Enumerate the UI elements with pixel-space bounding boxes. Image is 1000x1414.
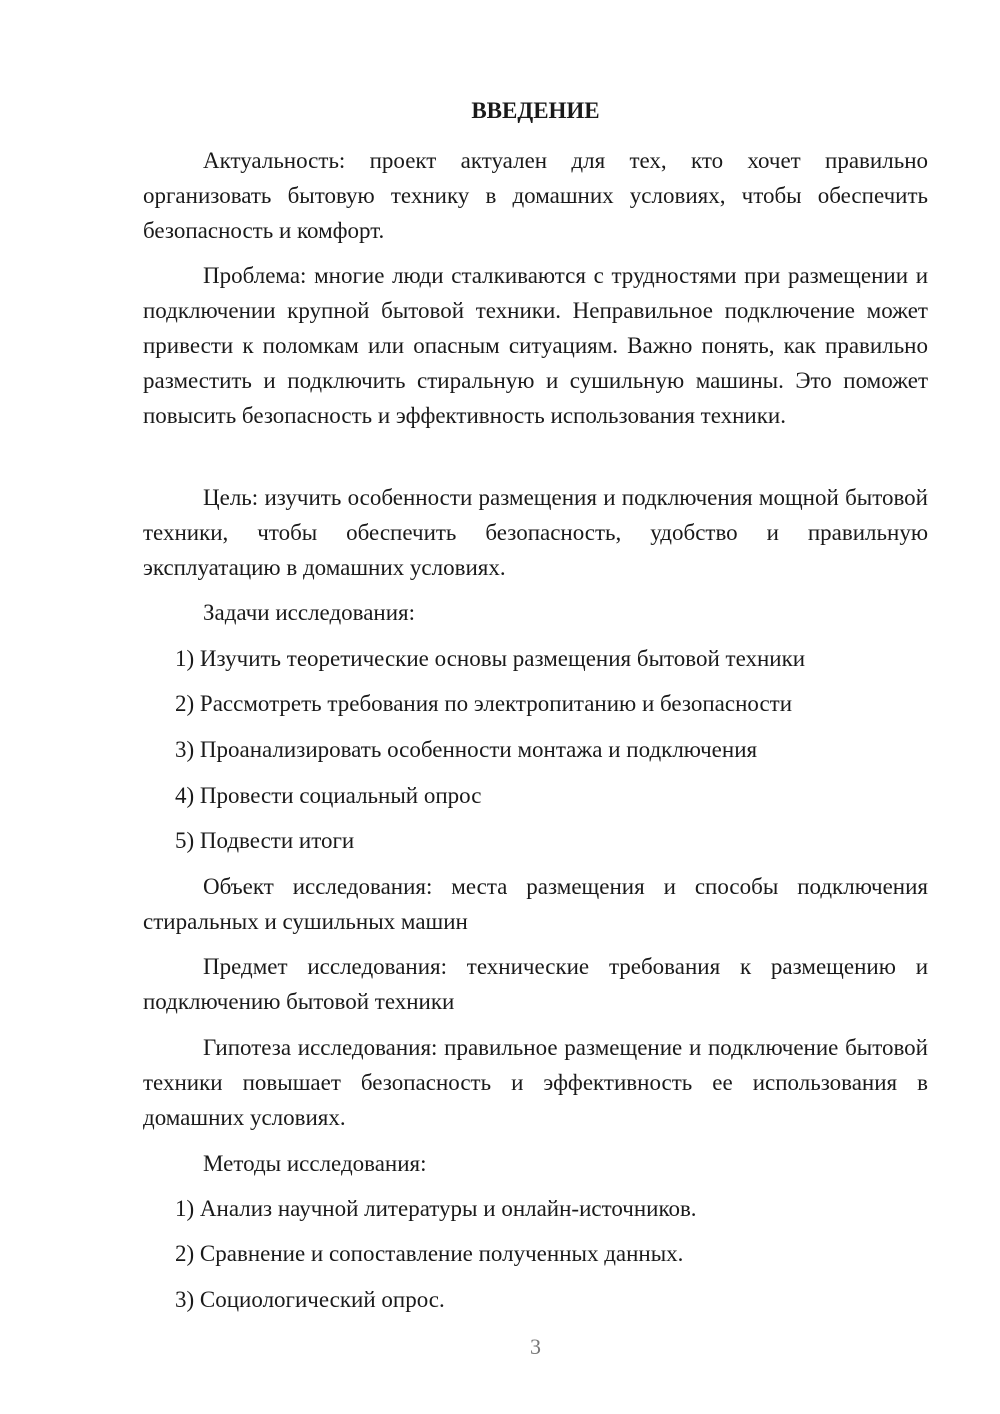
method-item-1: 1) Анализ научной литературы и онлайн-источников. <box>175 1196 697 1221</box>
task-item-1: 1) Изучить теоретические основы размещения бытовой техники <box>175 646 806 671</box>
subject-paragraph: Предмет исследования: технические требования к размещению и подключению бытовой техники <box>143 954 928 1014</box>
problem-paragraph: Проблема: многие люди сталкиваются с трудностями при размещении и подключении крупной бытовой техники. Неправильное подключение может привести к поломкам или опасным ситуациям. Важно понять, как правильно разместить и подключить стиральную и сушильную машины. Это поможет повысить безопасность и эффективность использования техники. <box>143 263 928 428</box>
task-item-2: 2) Рассмотреть требования по электропитанию и безопасности <box>175 691 793 716</box>
page-number: 3 <box>530 1334 541 1359</box>
hypothesis-paragraph: Гипотеза исследования: правильное размещение и подключение бытовой техники повышает безопасность и эффективность ее использования в домашних условиях. <box>143 1035 928 1130</box>
object-paragraph: Объект исследования: места размещения и способы подключения стиральных и сушильных машин <box>143 874 928 934</box>
relevance-paragraph: Актуальность: проект актуален для тех, кто хочет правильно организовать бытовую технику в домашних условиях, чтобы обеспечить безопасность и комфорт. <box>143 148 928 243</box>
tasks-heading: Задачи исследования: <box>203 600 416 625</box>
methods-heading: Методы исследования: <box>203 1151 427 1176</box>
task-item-5: 5) Подвести итоги <box>175 828 355 853</box>
task-item-4: 4) Провести социальный опрос <box>175 783 482 808</box>
method-item-2: 2) Сравнение и сопоставление полученных данных. <box>175 1241 684 1266</box>
method-item-3: 3) Социологический опрос. <box>175 1287 445 1312</box>
task-item-3: 3) Проанализировать особенности монтажа и подключения <box>175 737 758 762</box>
document-page <box>143 0 928 1414</box>
goal-paragraph: Цель: изучить особенности размещения и подключения мощной бытовой техники, чтобы обеспечить безопасность, удобство и правильную эксплуатацию в домашних условиях. <box>143 485 928 580</box>
page-title: ВВЕДЕНИЕ <box>471 98 600 123</box>
